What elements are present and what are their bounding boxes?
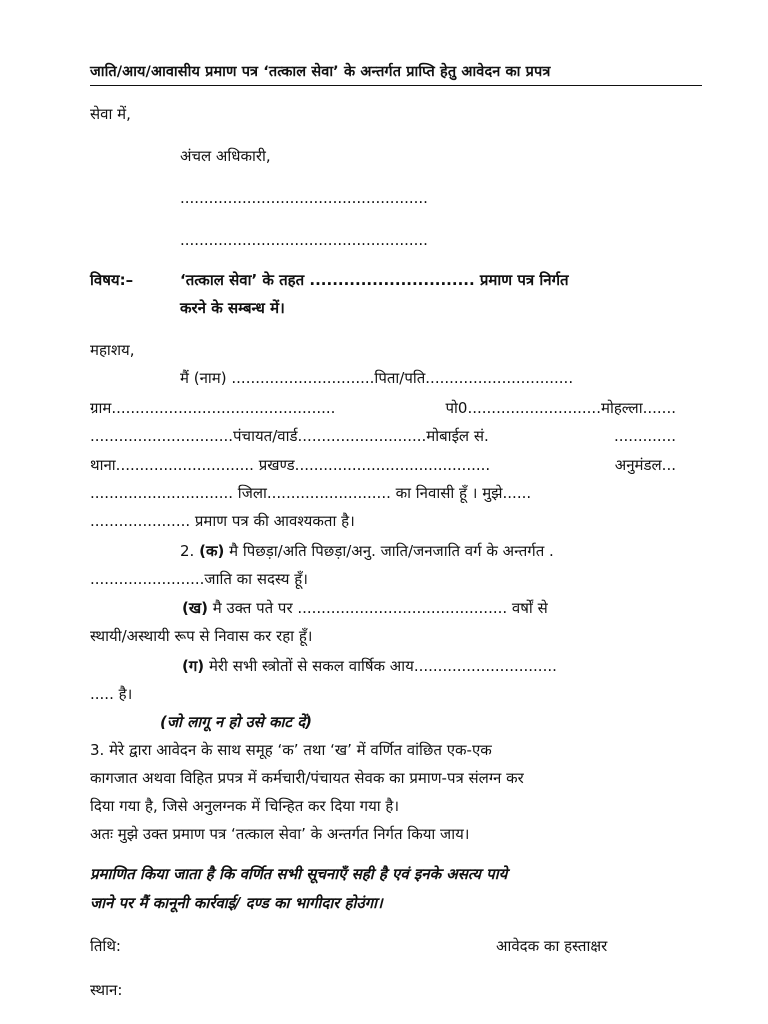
signature-label: आवेदक का हस्ताक्षर bbox=[496, 937, 608, 955]
subject-line-2: करने के सम्बन्ध में। bbox=[180, 299, 285, 317]
item-2-ga-label: (ग) bbox=[182, 657, 205, 675]
item-2-kha bbox=[182, 598, 548, 618]
address-line-2: .................................................... bbox=[180, 231, 428, 249]
post-mohalla-field: पो0............................मोहल्ला....... bbox=[445, 399, 676, 417]
certification-line-1: प्रमाणित किया जाता है कि वर्णित सभी सूचनाएँ सही है एवं इनके असत्य पाये bbox=[90, 865, 508, 883]
form-title: जाति/आय/आवासीय प्रमाण पत्र ‘तत्काल सेवा’ के अन्तर्गत प्राप्ति हेतु आवेदन का प्रपत्र bbox=[90, 62, 702, 86]
item-2-ka bbox=[180, 541, 554, 561]
item-2-number: 2. bbox=[180, 542, 195, 560]
certification-line-2: जाने पर मैं कानूनी कार्रवाई/ दण्ड का भागीदार होउंगा। bbox=[90, 894, 383, 912]
body-line-name: मैं (नाम) ..............................पिता/पति............................... bbox=[180, 369, 574, 387]
body-line-thana bbox=[90, 455, 676, 475]
thana-block-field: थाना............................. प्रखण्ड......................................... bbox=[90, 456, 491, 474]
item-2-ka-text: मै पिछड़ा/अति पिछड़ा/अनु. जाति/जनजाति वर्ग के अन्तर्गत . bbox=[229, 542, 554, 560]
item-2-ga-cont: ..... है। bbox=[90, 685, 133, 703]
item-2-kha-text: मै उक्त पते पर ............................................ वर्षों से bbox=[212, 599, 548, 617]
mobile-dots: ............. bbox=[614, 427, 676, 445]
body-line-district: .............................. जिला.......................... का निवासी हूँ । मुझे...... bbox=[90, 484, 532, 502]
subject-label: विषय:– bbox=[90, 271, 134, 289]
date-label: तिथि: bbox=[90, 937, 121, 955]
item-3-line-2: कागजात अथवा विहित प्रपत्र में कर्मचारी/पंचायत सेवक का प्रमाण-पत्र संलग्न कर bbox=[90, 769, 524, 787]
item-2-ka-label: (क) bbox=[199, 542, 225, 560]
item-2-kha-cont: स्थायी/अस्थायी रूप से निवास कर रहा हूँ। bbox=[90, 627, 313, 645]
item-2-ga-text: मेरी सभी स्त्रोतों से सकल वार्षिक आय.............................. bbox=[208, 657, 557, 675]
addressee: अंचल अधिकारी, bbox=[180, 147, 271, 165]
body-line-village bbox=[90, 398, 676, 418]
village-field: ग्राम............................................... bbox=[90, 399, 336, 417]
item-3-line-1: 3. मेरे द्वारा आवेदन के साथ समूह ‘क’ तथा ‘ख’ में वर्णित वांछित एक-एक bbox=[90, 741, 492, 759]
item-2-ga bbox=[182, 656, 557, 676]
address-line-1: .................................................... bbox=[180, 189, 428, 207]
salutation-to: सेवा में, bbox=[90, 105, 131, 123]
place-label: स्थान: bbox=[90, 981, 123, 999]
strike-note: (जो लागू न हो उसे काट दें) bbox=[160, 713, 313, 731]
item-2-kha-label: (ख) bbox=[182, 599, 208, 617]
body-line-requirement: ..................... प्रमाण पत्र की आवश्यकता है। bbox=[90, 512, 355, 530]
panchayat-mobile-field: ..............................पंचायत/वार्ड...........................मोबाईल सं. bbox=[90, 427, 489, 445]
subdivision-field: अनुमंडल... bbox=[614, 456, 676, 474]
subject-line-1: ‘तत्काल सेवा’ के तहत ............................. प्रमाण पत्र निर्गत bbox=[180, 271, 569, 289]
item-2-ka-cont: ........................जाति का सदस्य हूँ। bbox=[90, 570, 308, 588]
item-3-line-3: दिया गया है, जिसे अनुलग्नक में चिन्हित कर दिया गया है। bbox=[90, 797, 400, 815]
request-line: अतः मुझे उक्त प्रमाण पत्र ‘तत्काल सेवा’ के अन्तर्गत निर्गत किया जाय। bbox=[90, 825, 470, 843]
greeting: महाशय, bbox=[90, 341, 135, 359]
body-line-panchayat bbox=[90, 426, 676, 446]
